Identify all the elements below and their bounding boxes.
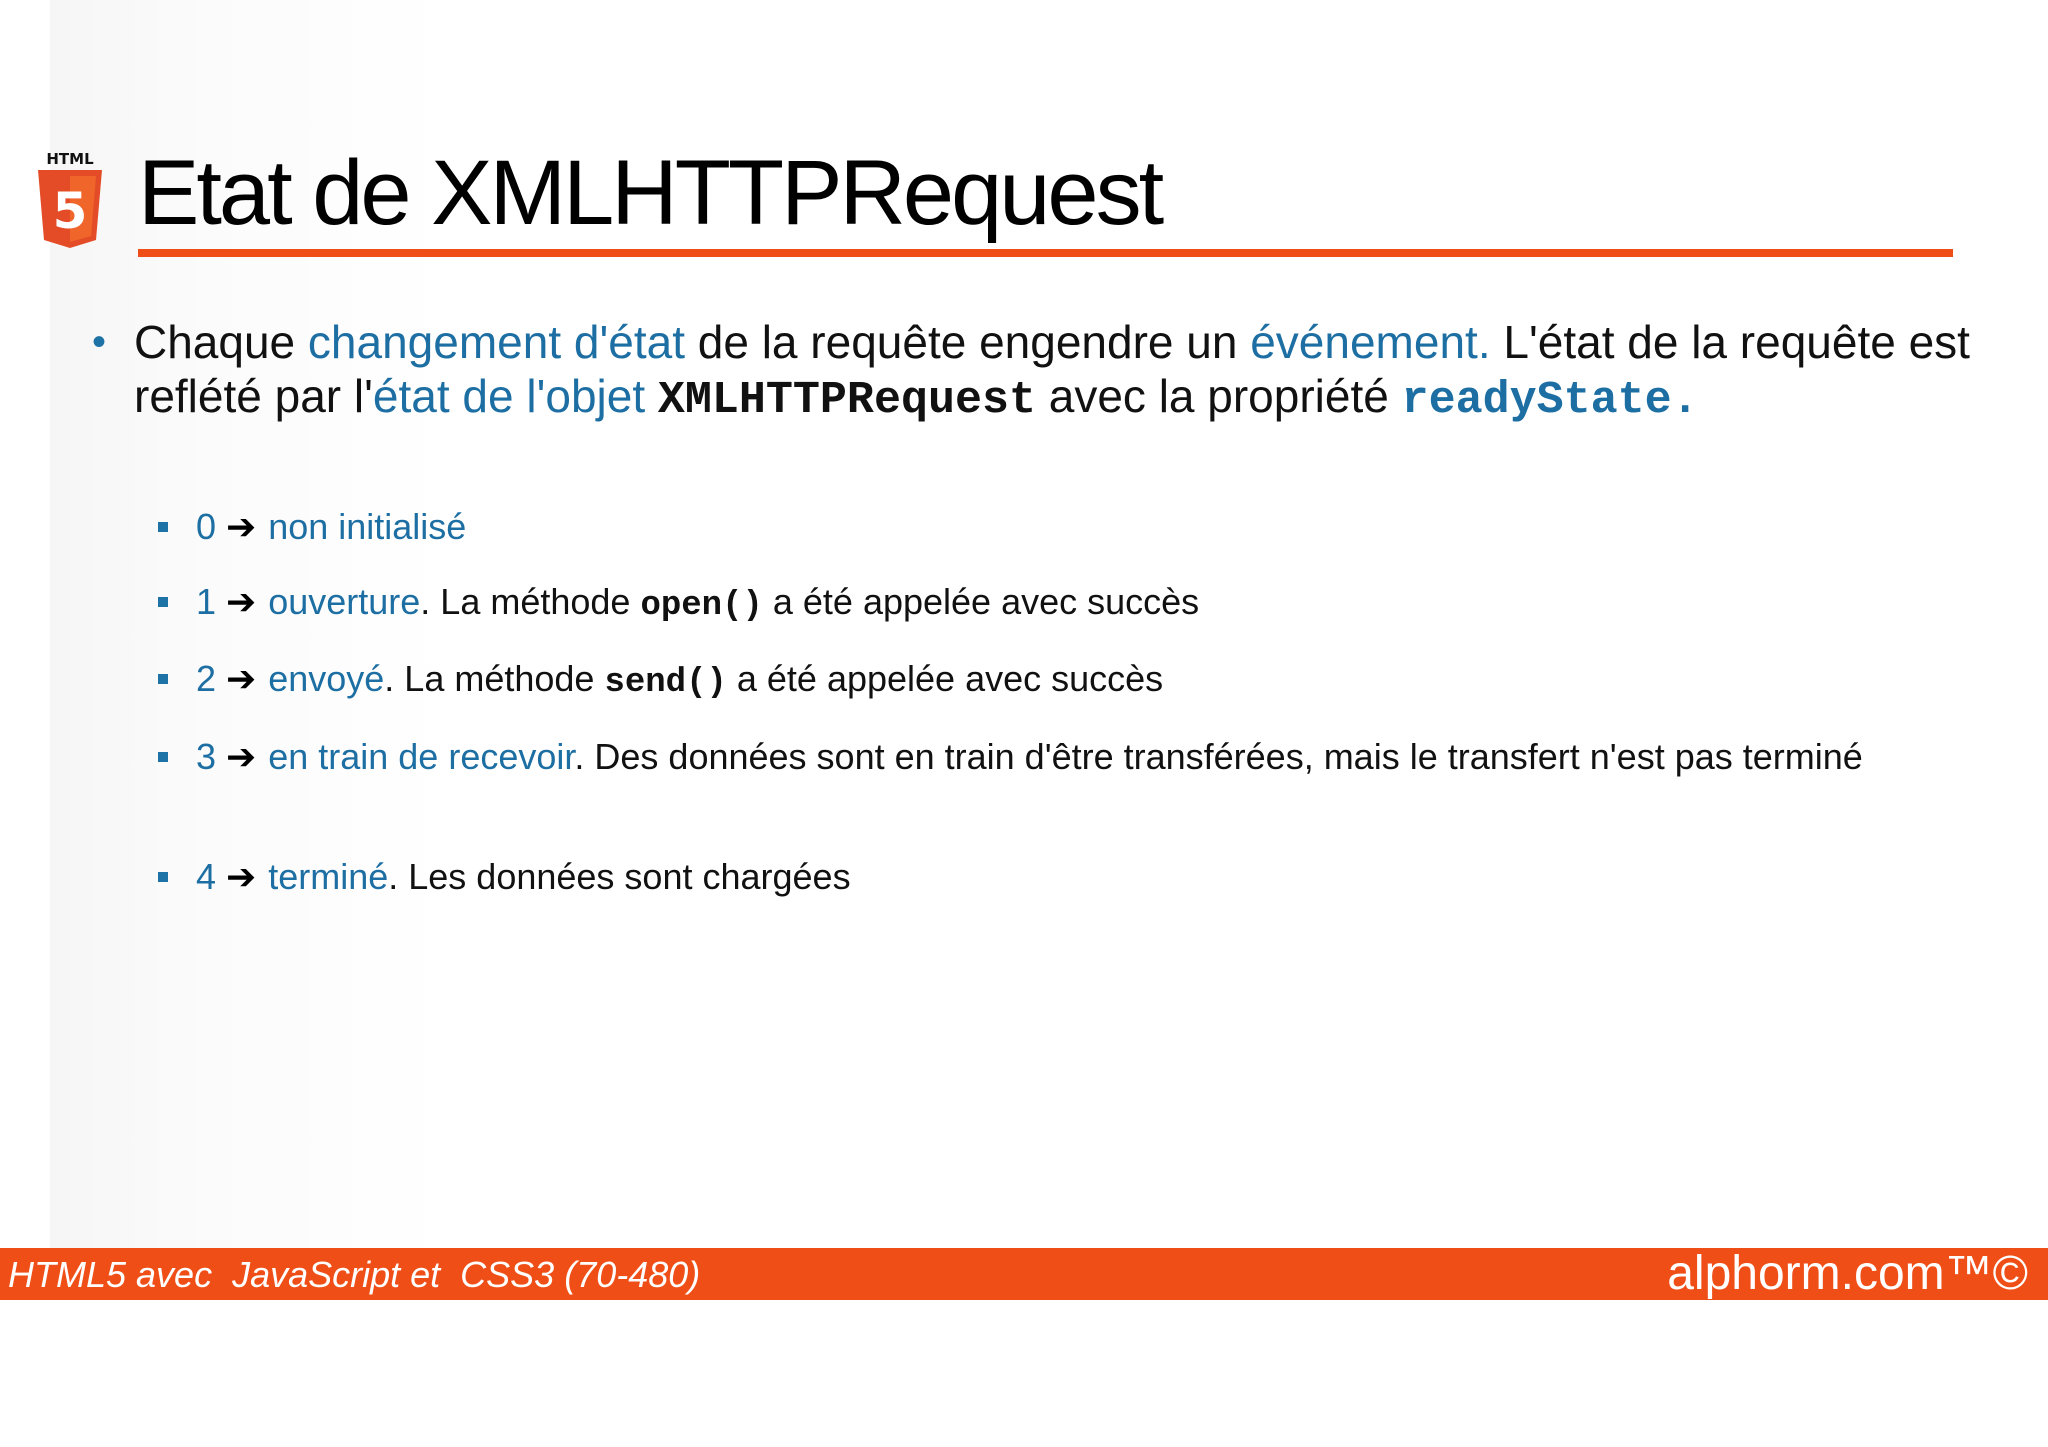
arrow-right-icon: ➔	[226, 582, 257, 623]
code-readystate: readyState.	[1401, 375, 1699, 426]
arrow-right-icon: ➔	[226, 857, 257, 898]
state-label: ouverture	[268, 581, 421, 622]
text-segment: Chaque	[134, 316, 308, 368]
text-segment	[645, 370, 658, 422]
state-label: envoyé	[268, 658, 385, 699]
footer-course-title: HTML5 avec JavaScript et CSS3 (70-480)	[8, 1254, 701, 1295]
footer-brand: alphorm.com™©	[1667, 1247, 2028, 1300]
code-send: send()	[604, 664, 727, 702]
arrow-right-icon: ➔	[226, 659, 257, 700]
state-description: . Les données sont chargées	[388, 856, 851, 897]
html5-icon	[34, 150, 106, 250]
text-segment: de la requête engendre un	[684, 316, 1251, 368]
state-number: 4	[196, 856, 217, 897]
state-number: 0	[196, 506, 217, 547]
code-xmlhttprequest: XMLHTTPRequest	[657, 375, 1036, 426]
square-bullet-icon	[158, 522, 168, 532]
state-description: . La méthode	[384, 658, 605, 699]
state-label: non initialisé	[268, 506, 467, 547]
square-bullet-icon	[158, 752, 168, 762]
arrow-right-icon: ➔	[226, 737, 257, 778]
html5-shield-icon	[34, 170, 106, 250]
highlight-changement-etat: changement d'état	[307, 316, 685, 368]
html5-logo-word: HTML	[46, 150, 94, 168]
page-title: Etat de XMLHTTPRequest	[138, 142, 1162, 244]
state-description: . La méthode	[420, 581, 641, 622]
bullet-dot-icon: •	[92, 320, 107, 364]
square-bullet-icon	[158, 597, 168, 607]
text-segment: avec la propriété	[1035, 370, 1402, 422]
state-number: 3	[196, 736, 217, 777]
square-bullet-icon	[158, 872, 168, 882]
state-description: . Des données sont en train d'être transférées, mais le transfert n'est pas terminé	[574, 736, 1863, 777]
state-description: a été appelée avec succès	[762, 581, 1200, 622]
html5-logo-glyph: 5	[52, 182, 88, 240]
square-bullet-icon	[158, 674, 168, 684]
state-number: 2	[196, 658, 217, 699]
text-segment: L'état de la requête est reflété par l'	[134, 316, 1970, 422]
title-underline	[138, 249, 1953, 257]
footer-bar	[0, 1248, 2048, 1300]
state-label: en train de recevoir	[268, 736, 575, 777]
arrow-right-icon: ➔	[226, 507, 257, 548]
code-open: open()	[640, 587, 763, 625]
highlight-etat-objet: état de l'objet	[372, 370, 646, 422]
main-bullet-text	[134, 315, 1974, 428]
state-label: terminé	[268, 856, 389, 897]
highlight-evenement: événement.	[1250, 316, 1491, 368]
state-description: a été appelée avec succès	[726, 658, 1164, 699]
state-number: 1	[196, 581, 217, 622]
